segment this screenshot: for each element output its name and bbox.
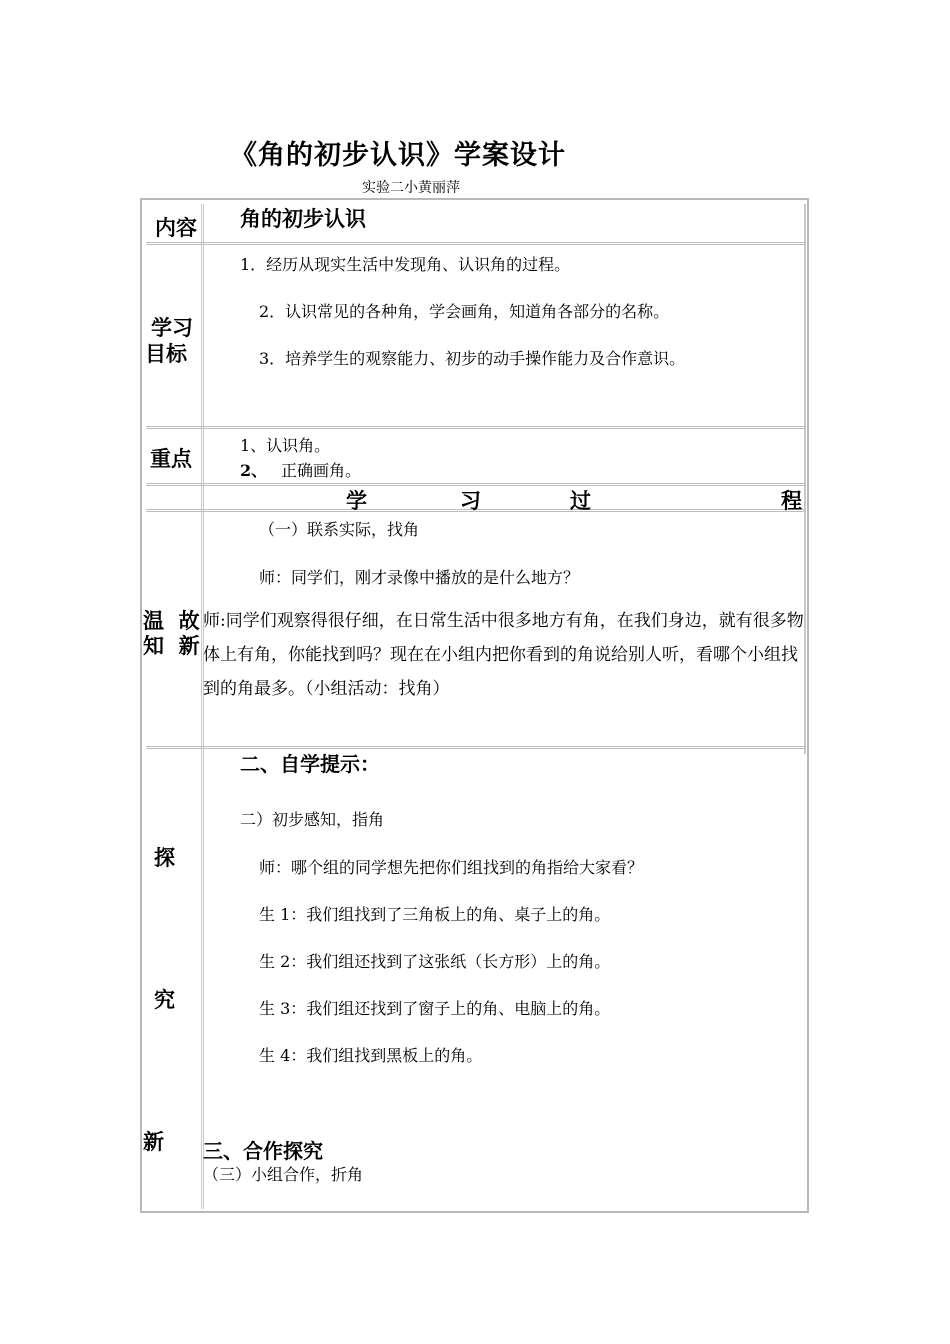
explore-section-title: 二）初步感知，指角 — [240, 810, 385, 829]
goals-label-2: 目标 — [145, 341, 187, 366]
column-divider — [201, 204, 204, 1209]
key-item: 正确画角。 — [281, 461, 362, 480]
dialogue-line: 生 1：我们组找到了三角板上的角、桌子上的角。 — [259, 905, 611, 924]
explore-heading-2: 三、合作探究 — [203, 1139, 323, 1163]
process-header-char: 程 — [781, 488, 802, 513]
dialogue-line: 生 4：我们组找到黑板上的角。 — [259, 1046, 483, 1065]
row-divider — [146, 426, 806, 429]
goal-item: 1．经历从现实生活中发现角、认识角的过程。 — [240, 255, 571, 274]
dialogue-line: 师：哪个组的同学想先把你们组找到的角指给大家看？ — [259, 858, 644, 877]
key-label: 重点 — [150, 446, 192, 471]
explore-section-title-2: （三）小组合作，折角 — [203, 1165, 364, 1184]
explore-label-char: 究 — [154, 987, 175, 1012]
review-question: 师：同学们，刚才录像中播放的是什么地方？ — [259, 568, 580, 587]
review-section-title: （一）联系实际，找角 — [259, 520, 420, 539]
process-header-char: 过 — [570, 488, 591, 513]
review-label-1: 温 故 — [143, 608, 200, 633]
goals-label-1: 学习 — [151, 315, 193, 340]
process-header-char: 习 — [460, 488, 481, 513]
key-item: 1、认识角。 — [240, 436, 331, 455]
key-item-number: 2、 — [240, 461, 268, 480]
page-title: 《角的初步认识》学案设计 — [230, 140, 566, 171]
row-divider — [146, 242, 806, 245]
review-label-2: 知 新 — [143, 633, 200, 658]
dialogue-line: 生 3：我们组还找到了窗子上的角、电脑上的角。 — [259, 999, 611, 1018]
dialogue-line: 生 2：我们组还找到了这张纸（长方形）上的角。 — [259, 952, 611, 971]
explore-label-char: 新 — [143, 1129, 164, 1154]
explore-heading: 二、自学提示： — [240, 752, 380, 776]
content-value: 角的初步认识 — [240, 206, 366, 231]
explore-label-char: 探 — [154, 845, 175, 870]
review-paragraph: 师:同学们观察得很仔细，在日常生活中很多地方有角，在我们身边，就有很多物体上有角，你能找到吗？现在在小组内把你看到的角说给别人听，看哪个小组找到的角最多。（小组活动：找角） — [203, 611, 804, 699]
goal-item: 3．培养学生的观察能力、初步的动手操作能力及合作意识。 — [259, 349, 686, 368]
goal-item: 2．认识常见的各种角，学会画角，知道角各部分的名称。 — [259, 302, 670, 321]
process-header-char: 学 — [346, 488, 367, 513]
content-label: 内容 — [155, 215, 197, 240]
author-line: 实验二小黄丽萍 — [362, 180, 460, 196]
